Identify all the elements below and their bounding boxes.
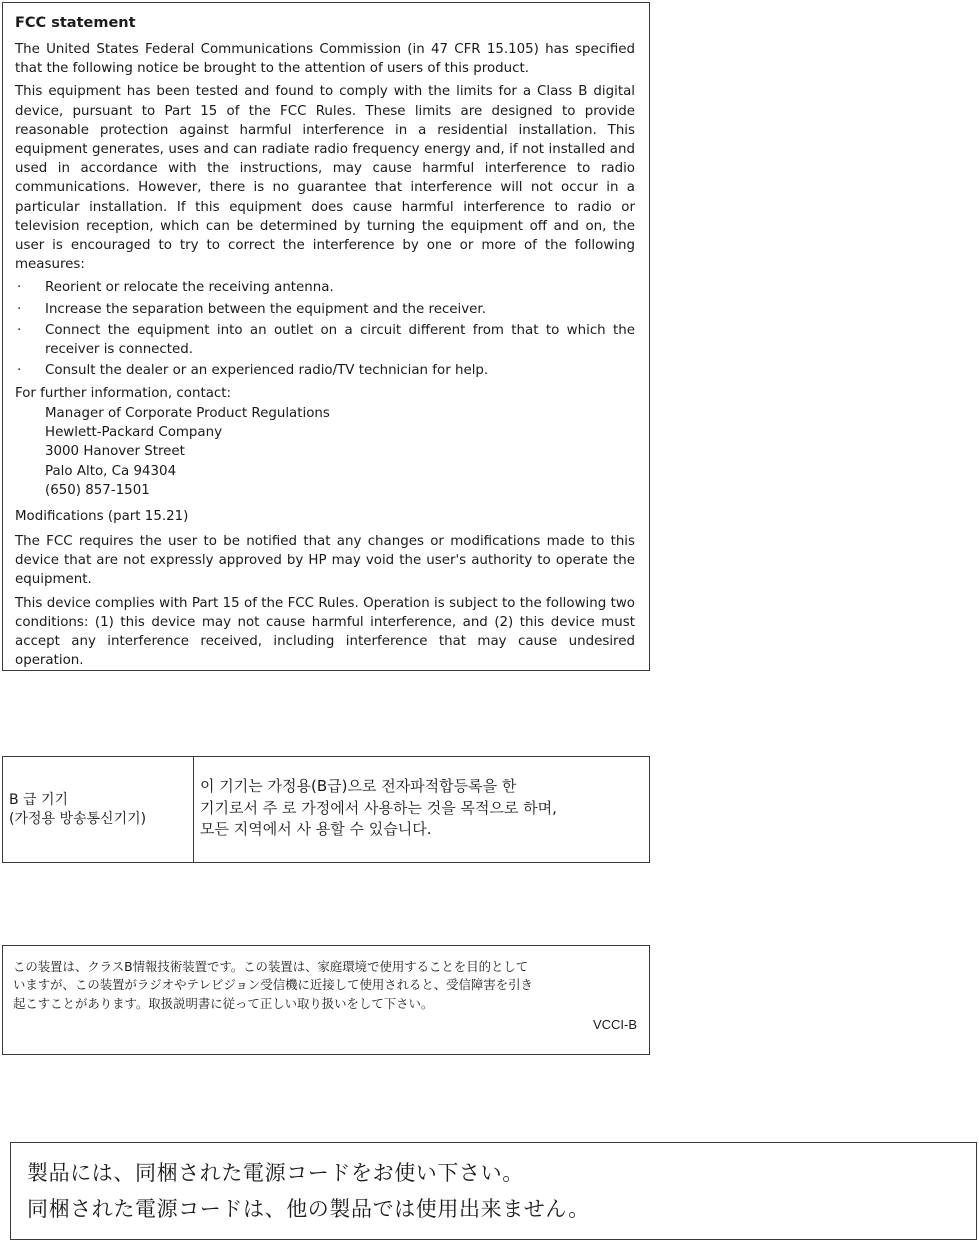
power-cord-line: 同梱された電源コードは、他の製品では使用出来ません。: [27, 1197, 590, 1221]
fcc-intro-paragraph: The United States Federal Communications Commission (in 47 CFR 15.105) has specified that the following notice be brought to the attention of users of this product.: [15, 42, 635, 77]
list-item: · Connect the equipment into an outlet on a circuit different from that to which the receiver is connected.: [15, 321, 635, 359]
korean-text-line: 이 기기는 가정용(B급)으로 전자파적합등록을 한: [200, 777, 517, 795]
fcc-measures-list: [15, 278, 635, 380]
vcci-text-line: 起こすことがあります。取扱説明書に従って正しい取り扱いをして下さい。: [13, 995, 434, 1011]
vcci-mark: VCCI-B: [592, 1017, 637, 1033]
address-line: Palo Alto, Ca 94304: [45, 463, 177, 479]
contact-label: For further information, contact:: [15, 386, 232, 402]
power-cord-line: 製品には、同梱された電源コードをお使い下さい。: [27, 1161, 524, 1185]
fcc-conditions-paragraph: This device complies with Part 15 of the FCC Rules. Operation is subject to the following two conditions: (1) this device may not cause harmful interference, and (2) this device must accept any interference received, including interference that may cause undesired operation.: [15, 595, 635, 669]
list-item: · Consult the dealer or an experienced radio/TV technician for help.: [15, 361, 635, 380]
fcc-compliance-paragraph: This equipment has been tested and found to comply with the limits for a Class B digital device, pursuant to Part 15 of the FCC Rules. These limits are designed to provide reasonable protection against harmful interference in a residential installation. This equipment generates, uses and can radiate radio frequency energy and, if not installed and used in accordance with the instructions, may cause harmful interference to radio communications. However, there is no guarantee that interference will not occur in a particular installation. If this equipment does cause harmful interference to radio or television reception, which can be determined by turning the equipment off and on, the user is encouraged to try to correct the interference by one or more of the following measures:: [15, 84, 635, 273]
power-cord-notice-box: [10, 1142, 977, 1240]
address-line: 3000 Hanover Street: [45, 444, 185, 460]
contact-address: [45, 404, 635, 501]
korean-notice-table: [2, 756, 650, 863]
korean-class-sublabel: (가정용 방송통신기기): [9, 811, 147, 827]
modifications-label: Modifications (part 15.21): [15, 508, 189, 524]
korean-class-cell: [3, 757, 194, 862]
korean-class-label: B 급 기기: [9, 792, 69, 808]
fcc-modifications-paragraph: The FCC requires the user to be notified that any changes or modifications made to this device that are not expressly approved by HP may void the user's authority to operate the equipment.: [15, 533, 635, 588]
vcci-text-line: この装置は、クラスB情報技術装置です。この装置は、家庭環境で使用することを目的として: [13, 959, 529, 974]
korean-text-line: 기기로서 주 로 가정에서 사용하는 것을 목적으로 하며,: [200, 798, 557, 817]
address-line: Manager of Corporate Product Regulations: [45, 405, 330, 421]
address-line: Hewlett-Packard Company: [45, 425, 223, 441]
fcc-statement-box: [2, 2, 650, 671]
address-line: (650) 857-1501: [45, 483, 150, 499]
korean-text-line: 모든 지역에서 사 용할 수 있습니다.: [200, 820, 432, 838]
korean-description-cell: [194, 757, 649, 862]
list-item: · Reorient or relocate the receiving antenna.: [15, 278, 635, 297]
fcc-title: FCC statement: [15, 15, 136, 31]
vcci-text-line: いますが、この装置がラジオやテレビジョン受信機に近接して使用されると、受信障害を引き: [13, 977, 533, 993]
japanese-vcci-box: [2, 945, 650, 1055]
list-item: · Increase the separation between the equipment and the receiver.: [15, 300, 635, 319]
